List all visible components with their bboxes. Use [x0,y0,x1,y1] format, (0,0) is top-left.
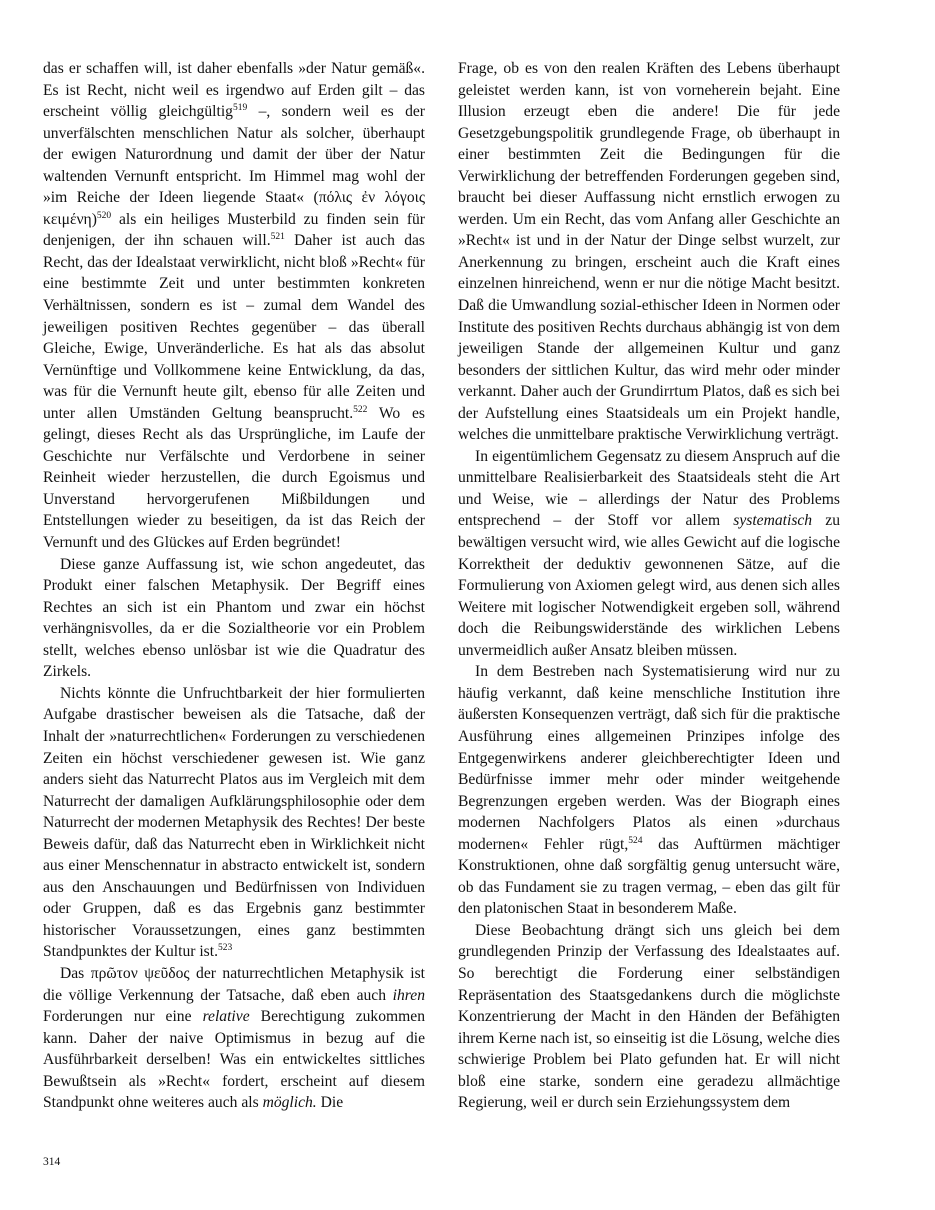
emphasis-text: ihren [392,986,425,1004]
footnote-marker: 522 [353,404,368,415]
text-run: Nichts könnte die Unfruchtbarkeit der hier formulierten Aufgabe drastischer beweisen als die Tatsache, daß der Inhalt der »naturrechtlichen« Forderungen zu verschiedenen Zeiten ein höchst verschiedener gewesen ist. Wie ganz anders sieht das Naturrecht Platos aus im Vergleich mit dem Naturrecht der damaligen Aufklärungsphilosophie oder dem Naturrecht der modernen Metaphysik des Rechtes! Der beste Beweis dafür, daß das Naturrecht eben in Wirklichkeit nicht aus einer Menschennatur in abstracto entwickelt ist, sondern aus den Anschauungen und Bedürfnissen von Individuen oder Gruppen, daß es das Ergebnis ganz bestimmter historischer Voraussetzungen, eines ganz bestimmten Standpunktes der Kultur ist. [43,684,425,961]
footnote-marker: 523 [217,943,233,954]
text-run: Forderungen nur eine [43,1008,203,1026]
text-run: Die [316,1094,344,1112]
text-run: –, sondern weil es der unverfälschten menschlichen Natur als solcher, überhaupt der ewigen Naturordnung und damit der über der Natur waltenden Vernunft entspricht. Im Himmel mag wohl der »im Reiche der Ideen liegende Staat« (πόλις ἐν λόγοις κειμένη) [43,103,425,228]
emphasis-text: systematisch [733,512,813,530]
paragraph [43,963,425,1114]
footnote-marker: 520 [96,210,112,221]
page-number: 314 [43,1156,61,1168]
text-run: In dem Bestreben nach Systematisierung wird nur zu häufig verkannt, daß keine menschliche Institution ihre äußersten Konsequenzen verträgt, daß sich für die praktische Ausführung eines allgemeinen Prinzipes infolge des Entgegenwirkens anderer gleichberechtigter Ideen und Bedürfnisse immer mehr oder minder weitgehende Begrenzungen ergeben werden. Was der Biograph eines modernen Nachfolgers Platos als einen »durchaus modernen« Fehler rügt, [458,663,840,853]
paragraph [43,683,425,963]
paragraph [458,58,840,446]
text-run: Wo es gelingt, dieses Recht als das Ursprüngliche, im Laufe der Geschichte nur Verfälschte und Verdorbene in seiner Reinheit wieder herzustellen, die durch Egoismus und Unverstand hervorgerufenen Mißbildungen und Entstellungen wieder zu beseitigen, da ist das Reich der Vernunft und des Glückes auf Erden begründet! [43,404,425,552]
paragraph [458,661,840,920]
paragraph [458,920,840,1114]
text-run: das Auftürmen mächtiger Konstruktionen, ohne daß sorgfältig genug untersucht wäre, ob das Fundament sie zu tragen vermag, – eben das gilt für den platonischen Staat in besonderem Maße. [458,835,840,918]
text-run: Diese ganze Auffassung ist, wie schon angedeutet, das Produkt einer falschen Metaphysik. Der Begriff eines Rechtes an sich ist ein Phantom und zwar ein höchst verhängnisvolles, da er die Sozialtheorie vor ein Problem stellt, welches ebenso unlösbar ist wie die Quadratur des Zirkels. [43,555,425,681]
emphasis-text: relative [202,1008,250,1026]
paragraph [43,554,425,683]
footnote-marker: 521 [270,232,285,243]
footnote-marker: 524 [628,835,643,846]
text-run: zu bewältigen versucht wird, wie alles Gewicht auf die logische Korrektheit der deduktiv gewonnenen Sätze, auf die Formulierung von Axiomen gelegt wird, aus denen sich alles Weitere mit logischer Notwendigkeit ergeben soll, während doch die Reibungswiderstände des wirklichen Lebens unvermeidlich außer Ansatz bleiben müssen. [458,512,840,659]
text-run: Diese Beobachtung drängt sich uns gleich bei dem grundlegenden Prinzip der Verfassung des Idealstaates auf. So berechtigt die Forderung einer selbständigen Repräsentation des Staatsgedankens durch die möglichste Konzentrierung der Macht in den Händen der Befähigten ihrem Kerne nach ist, so einseitig ist die Lösung, welche dies schwierige Problem bei Plato gefunden hat. Er will nicht bloß eine starke, sondern eine geradezu allmächtige Regierung, weil er durch sein Erziehungssystem dem [458,921,840,1112]
left-text-column [43,58,425,1114]
text-run: In eigentümlichem Gegensatz zu diesem Anspruch auf die unmittelbare Realisierbarkeit des Staatsideals steht die Art und Weise, wie – allerdings der Natur des Problems entsprechend – der Stoff vor allem [458,447,840,530]
text-run: Berechtigung zukommen kann. Daher der naive Optimismus in bezug auf die Ausführbarkeit derselben! Was ein entwickeltes sittliches Bewußtsein als »Recht« fordert, erscheint auf diesem Standpunkt ohne weiteres auch als [43,1008,425,1112]
text-run: das er schaffen will, ist daher ebenfalls »der Natur gemäß«. Es ist Recht, nicht weil es irgendwo auf Erden gilt – das erscheint völlig gleichgültig [43,60,425,121]
emphasis-text: möglich. [262,1094,317,1112]
right-text-column [458,58,840,1114]
text-run: als ein heiliges Musterbild zu finden sein für denjenigen, der ihn schauen will. [43,210,425,250]
footnote-marker: 519 [232,103,248,114]
text-run: Frage, ob es von den realen Kräften des Lebens überhaupt geleistet werden kann, ist von vorneherein bejaht. Eine Illusion erzeugt eben die andere! Die für jede Gesetzgebungspolitik grundlegende Frage, ob überhaupt in einer bestimmten Zeit die Bedingungen für die Verwirklichung der betreffenden Forderungen gegeben sind, braucht bei dieser Auffassung nicht ernstlich erwogen zu werden. Um ein Recht, das vom Anfang aller Geschichte an »Recht« ist und in der Natur der Dinge selbst wurzelt, zur Anerkennung zu bringen, erscheint auch die Kraft eines einzelnen hinreichend, wenn er nur die nötige Macht besitzt. Daß die Umwandlung sozial-ethischer Ideen in Normen oder Institute des positiven Rechts durchaus abhängig ist von dem jeweiligen Stande der allgemeinen Kultur und ganz besonders der sittlichen Kultur, das wird mehr oder minder verkannt. Daher auch der Grundirrtum Platos, daß es sich bei der Aufstellung eines Staatsideals um ein Projekt handle, welches die unmittelbare praktische Verwirklichung verträgt. [458,60,840,444]
paragraph [458,446,840,661]
text-run: Daher ist auch das Recht, das der Idealstaat verwirklicht, nicht bloß »Recht« für eine bestimmte Zeit und unter bestimmten konkreten Verhältnissen, sondern es ist – zumal dem Wandel des jeweiligen positiven Rechtes gegenüber – das überall Gleiche, Ewige, Unveränderliche. Es hat als das absolut Vernünftige und Vollkommene keine Entwicklung, da das, was für die Vernunft heute gilt, ebenso für alle Zeiten und unter allen Umständen Geltung beansprucht. [43,232,425,422]
paragraph [43,58,425,554]
text-run: Das πρῶτον ψεῦδος der naturrechtlichen Metaphysik ist die völlige Verkennung der Tatsache, daß eben auch [43,964,425,1004]
